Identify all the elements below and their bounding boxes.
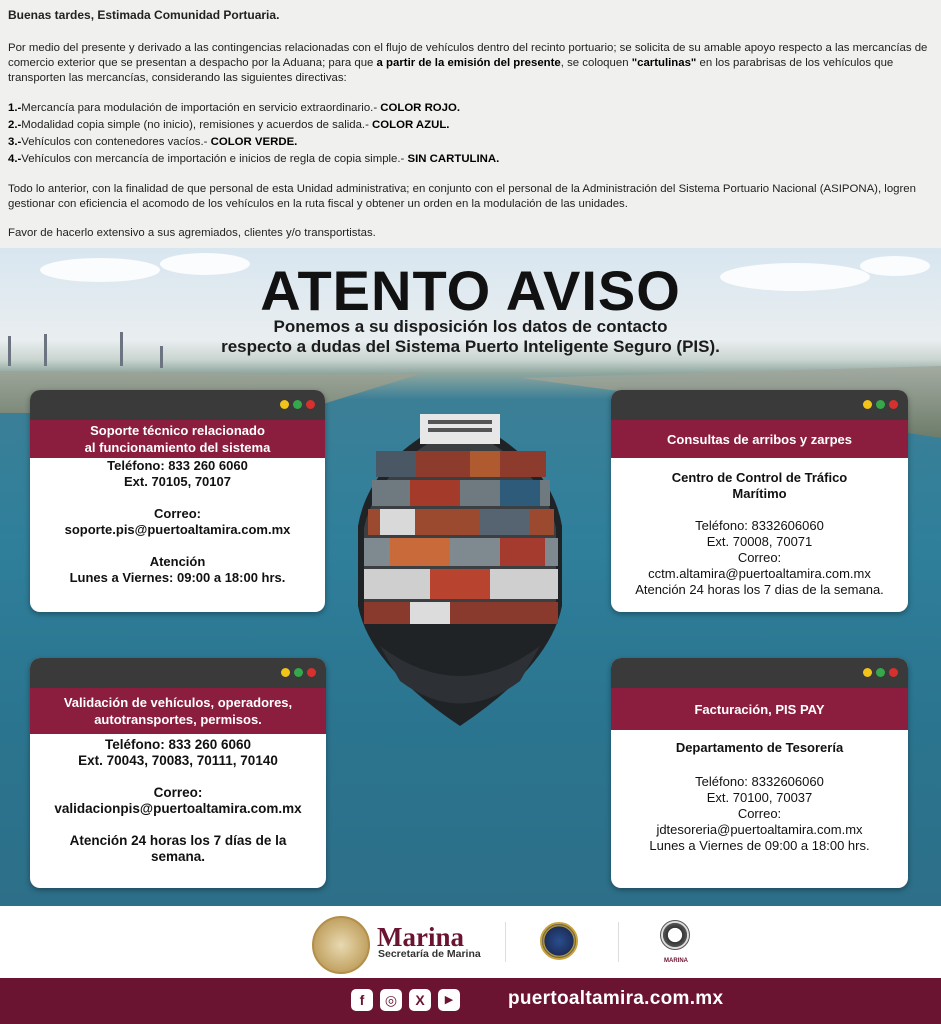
divider bbox=[618, 922, 619, 962]
directive-item: 3.-Vehículos con contenedores vacíos.- COLOR VERDE. bbox=[8, 136, 298, 148]
x-icon[interactable]: X bbox=[409, 989, 431, 1011]
directive-item: 2.-Modalidad copia simple (no inicio), remisiones y acuerdos de salida.- COLOR AZUL. bbox=[8, 119, 450, 131]
card-window-bar bbox=[611, 390, 908, 420]
container-ship-image bbox=[350, 406, 570, 736]
window-dots-icon bbox=[280, 400, 315, 409]
mexico-seal-logo bbox=[312, 916, 370, 974]
logos-row bbox=[0, 906, 941, 978]
phone-text: Teléfono: 833 260 6060 bbox=[104, 737, 252, 752]
facebook-icon[interactable]: f bbox=[351, 989, 373, 1011]
card-body bbox=[30, 458, 325, 586]
card-validacion bbox=[30, 658, 326, 888]
letter-section bbox=[0, 0, 941, 248]
department-name: Marítimo bbox=[732, 486, 787, 501]
directive-item: 1.-Mercancía para modulación de importación en servicio extraordinario.- COLOR ROJO. bbox=[8, 102, 461, 114]
footer-bar bbox=[0, 978, 941, 1024]
closing-paragraph: Todo lo anterior, con la finalidad de que personal de esta Unidad administrativa; en conjunto con el personal de la Administración del Sistema Portuario Nacional (ASIPONA), logren gestionar con eficiencia el acomodo de los vehículos en la ruta fiscal y obtener un orden en la modulación de las unidades. bbox=[8, 183, 916, 210]
directives-list bbox=[8, 100, 933, 168]
department-name: Centro de Control de Tráfico bbox=[671, 470, 848, 485]
extension-text: Ext. 70105, 70107 bbox=[124, 474, 231, 489]
hours-text: Lunes a Viernes de 09:00 a 18:00 hrs. bbox=[649, 838, 870, 853]
marina-subtitle: Secretaría de Marina bbox=[378, 948, 481, 960]
hours-text: Atención 24 horas los 7 días de la bbox=[69, 833, 287, 848]
request-paragraph: Favor de hacerlo extensivo a sus agremiados, clientes y/o transportistas. bbox=[8, 227, 376, 239]
directive-item: 4.-Vehículos con mercancía de importación e inicios de regla de copia simple.- SIN CARTULINA. bbox=[8, 153, 500, 165]
phone-text: Teléfono: 8332606060 bbox=[695, 774, 824, 789]
card-body bbox=[30, 734, 326, 865]
hours-text: Lunes a Viernes: 09:00 a 18:00 hrs. bbox=[69, 570, 286, 585]
emblem-label: MARINA bbox=[664, 958, 688, 964]
card-window-bar bbox=[30, 658, 326, 688]
window-dots-icon bbox=[281, 668, 316, 677]
website-link[interactable]: puertoaltamira.com.mx bbox=[508, 988, 724, 1009]
department-name: Departamento de Tesorería bbox=[675, 740, 844, 755]
phone-text: Teléfono: 8332606060 bbox=[695, 518, 824, 533]
greeting: Buenas tardes, Estimada Comunidad Portuaria. bbox=[8, 8, 280, 22]
hours-text: Atención 24 horas los 7 dias de la semana. bbox=[635, 582, 884, 597]
card-soporte bbox=[30, 390, 325, 612]
youtube-icon[interactable]: ▶ bbox=[438, 989, 460, 1011]
card-heading: Facturación, PIS PAY bbox=[611, 688, 908, 730]
marina-emblem-logo bbox=[660, 920, 690, 950]
email-label: Correo: bbox=[154, 506, 201, 521]
poster-subtitle: Ponemos a su disposición los datos de contacto respecto a dudas del Sistema Puerto Inteligente Seguro (PIS). bbox=[221, 317, 720, 356]
email-link[interactable]: cctm.altamira@puertoaltamira.com.mx bbox=[648, 566, 871, 581]
divider bbox=[505, 922, 506, 962]
email-link[interactable]: soporte.pis@puertoaltamira.com.mx bbox=[64, 522, 291, 537]
email-link[interactable]: jdtesoreria@puertoaltamira.com.mx bbox=[656, 822, 863, 837]
card-window-bar bbox=[30, 390, 325, 420]
phone-text: Teléfono: 833 260 6060 bbox=[107, 458, 248, 473]
window-dots-icon bbox=[863, 668, 898, 677]
extension-text: Ext. 70008, 70071 bbox=[706, 534, 813, 549]
extension-text: Ext. 70043, 70083, 70111, 70140 bbox=[78, 753, 278, 768]
hours-text: semana. bbox=[150, 849, 206, 864]
email-label: Correo: bbox=[737, 806, 782, 821]
email-label: Correo: bbox=[737, 550, 782, 565]
intro-paragraph: Por medio del presente y derivado a las contingencias relacionadas con el flujo de vehículos dentro del recinto portuario; se solicita de su amable apoyo respecto a las mercancías de comercio exterior que se presentan a despacho por la Aduana; para que a partir de la emisión del presente, se coloquen "cartulinas" en los parabrisas de los vehículos que transporten las mercancías, considerando las siguientes directivas: bbox=[8, 42, 928, 84]
card-heading: Consultas de arribos y zarpes bbox=[611, 420, 908, 458]
card-window-bar bbox=[611, 658, 908, 688]
marina-logo-text: Marina bbox=[377, 922, 464, 952]
card-heading: Validación de vehículos, operadores, autotransportes, permisos. bbox=[30, 688, 326, 734]
poster bbox=[0, 248, 941, 906]
poster-title: ATENTO AVISO bbox=[260, 259, 681, 322]
attention-label: Atención bbox=[149, 554, 206, 569]
card-body bbox=[611, 458, 908, 598]
extension-text: Ext. 70100, 70037 bbox=[706, 790, 813, 805]
card-facturacion bbox=[611, 658, 908, 888]
email-link[interactable]: validacionpis@puertoaltamira.com.mx bbox=[54, 801, 302, 816]
instagram-icon[interactable]: ◎ bbox=[380, 989, 402, 1011]
card-arribos bbox=[611, 390, 908, 612]
card-heading: Soporte técnico relacionado al funcionamiento del sistema bbox=[30, 420, 325, 458]
email-label: Correo: bbox=[153, 785, 203, 800]
card-body bbox=[611, 730, 908, 854]
window-dots-icon bbox=[863, 400, 898, 409]
navy-emblem-logo bbox=[540, 922, 578, 960]
